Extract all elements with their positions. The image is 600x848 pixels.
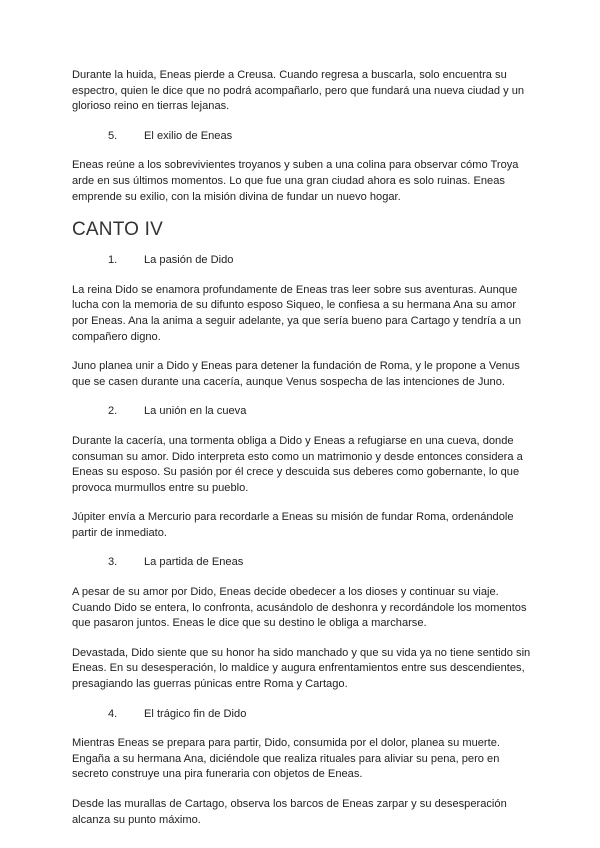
section-number: 3. bbox=[108, 556, 118, 569]
paragraph: Júpiter envía a Mercurio para recordarle a Eneas su misión de fundar Roma, ordenándole partir de inmediato. bbox=[72, 511, 514, 539]
paragraph: Durante la huida, Eneas pierde a Creusa. Cuando regresa a buscarla, solo encuentra su espectro, quien le dice que no podrá acompañarlo, pero que fundará una nueva ciudad y un glorioso reino en tierras lejanas. bbox=[72, 69, 525, 113]
paragraph: Desde las murallas de Cartago, observa los barcos de Eneas zarpar y su desesperación alcanza su punto máximo. bbox=[72, 798, 507, 826]
paragraph: Eneas reúne a los sobrevivientes troyanos y suben a una colina para observar cómo Troya arde en sus últimos momentos. Lo que fue una gran ciudad ahora es solo ruinas. Eneas emprende su exilio, con la misión divina de fundar un nuevo hogar. bbox=[72, 159, 519, 203]
section-heading-pasion bbox=[72, 253, 532, 269]
canto-heading: CANTO IV bbox=[72, 219, 163, 241]
section-heading-union bbox=[72, 404, 532, 420]
paragraph: Juno planea unir a Dido y Eneas para detener la fundación de Roma, y le propone a Venus que se casen durante una cacería, aunque Venus sospecha de las intenciones de Juno. bbox=[72, 360, 520, 388]
section-title: La partida de Eneas bbox=[144, 556, 244, 569]
section-number: 5. bbox=[108, 129, 118, 142]
paragraph: La reina Dido se enamora profundamente de Eneas tras leer sobre sus aventuras. Aunque lucha con la memoria de su difunto esposo Siqueo, le confiesa a su hermana Ana su amor por Eneas. Ana la anima a seguir adelante, ya que sería bueno para Cartago y tendría a un compañero digno. bbox=[72, 283, 521, 343]
paragraph: A pesar de su amor por Dido, Eneas decide obedecer a los dioses y continuar su viaje. Cuando Dido se entera, lo confronta, acusándolo de deshonra y recordándole los momentos que pasaron juntos. Eneas le dice que su destino le obliga a marcharse. bbox=[72, 586, 527, 630]
section-number: 1. bbox=[108, 254, 118, 267]
section-number: 2. bbox=[108, 405, 118, 418]
section-title: El trágico fin de Dido bbox=[144, 707, 247, 720]
paragraph: Mientras Eneas se prepara para partir, Dido, consumida por el dolor, planea su muerte. Engaña a su hermana Ana, diciéndole que realiza rituales para aliviar su pena, pero en secreto construye una pira funeraria con objetos de Eneas. bbox=[72, 737, 500, 781]
paragraph: Devastada, Dido siente que su honor ha sido manchado y que su vida ya no tiene sentido sin Eneas. En su desesperación, lo maldice y augura enfrentamientos entre sus descendientes, presagiando las guerras púnicas entre Roma y Cartago. bbox=[72, 646, 531, 691]
section-heading-tragico-fin bbox=[72, 707, 532, 723]
section-heading-exilio bbox=[72, 129, 532, 145]
section-heading-partida bbox=[72, 555, 532, 571]
section-title: El exilio de Eneas bbox=[144, 129, 233, 142]
section-title: La pasión de Dido bbox=[144, 254, 234, 267]
paragraph: Durante la cacería, una tormenta obliga a Dido y Eneas a refugiarse en una cueva, donde consuman su amor. Dido interpreta esto como un matrimonio y desde entonces considera a Eneas su esposo. Su pasión por él crece y descuida sus deberes como gobernante, lo que provoca murmullos entre su pueblo. bbox=[72, 434, 523, 494]
section-title: La unión en la cueva bbox=[144, 405, 247, 418]
section-number: 4. bbox=[108, 707, 118, 720]
document-page bbox=[72, 68, 532, 842]
